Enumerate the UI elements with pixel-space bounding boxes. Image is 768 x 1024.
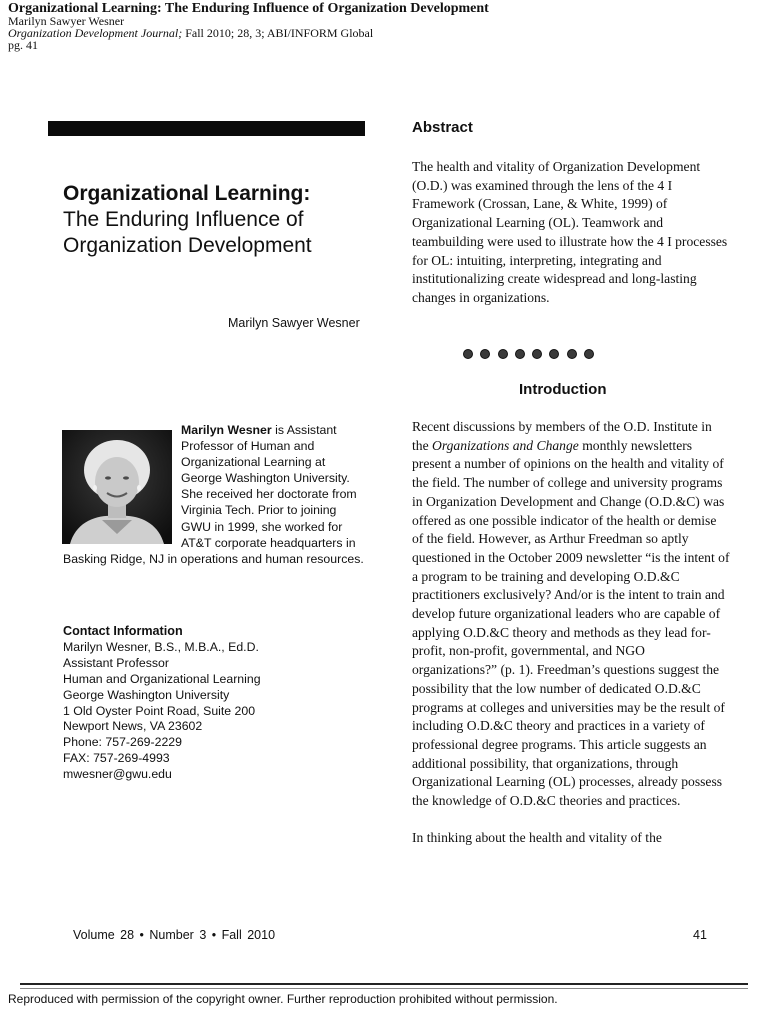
contact-information [63,624,261,783]
intro-text-run: monthly newsletters present a number of opinions on the health and vitality of the field. The number of college and university programs in Organization Development and Change (O.D.&C) was offered as one possible indicator of the health or demise of the field. However, as Arthur Freedman so aptly questioned in the October 2009 newsletter “is the intent of a program to be training and developing O.D.&C practitioners exclusively? And/or is the intent to train and develop future organizational leaders who are capable of applying O.D.&C theory and methods as they lead for-profit, non-profit, governmental, and NGO organizations?” (p. 1). Freedman’s questions suggest the possibility that the low number of dedicated O.D.&C programs at colleges and universities may be the result of including O.D.&C theory and practices in a variety of professional degree programs. This article suggests an additional possibility, that organizations, through Organizational Learning (OL) processes, already possess the knowledge of O.D.&C theories and practices. [412,437,730,809]
footer-rule [20,983,748,985]
journal-name: Organization Development Journal; [8,26,183,40]
abstract-heading: Abstract [412,119,473,136]
article-title-line-3: Organization Development [63,234,312,257]
citation-journal [8,27,373,40]
article-title [63,181,373,259]
bio-text: is Assistant Professor of Human and Organizational Learning at George Washington University. She received her doctorate from Virginia Tech. Prior to joining GWU in 1999, she worked for AT&T corporate headquarters in Basking Ridge, NJ in operations and human resources. [63,423,364,566]
citation-author: Marilyn Sawyer Wesner [8,14,125,28]
article-title-line-2: The Enduring Influence of [63,208,304,231]
introduction-paragraph-1 [412,418,730,811]
contact-heading: Contact Information [63,624,183,638]
separator-dot [498,349,508,359]
introduction-paragraph-2: In thinking about the health and vitality of the [412,830,662,846]
separator-dot [549,349,559,359]
citation-title: Organizational Learning: The Enduring Influence of Organization Development [8,1,489,16]
separator-dot [515,349,525,359]
author-bio [63,422,365,567]
contact-line: Assistant Professor [63,655,169,670]
issue-footer: Volume 28 • Number 3 • Fall 2010 [73,928,276,942]
newsletter-title: Organizations and Change [432,437,579,453]
article-title-line-1: Organizational Learning: [63,182,311,205]
journal-issue-info: Fall 2010; 28, 3; ABI/INFORM Global [182,26,374,40]
introduction-text [412,418,730,848]
footer-rule-thin [20,988,748,989]
separator-dot [532,349,542,359]
separator-dot [480,349,490,359]
citation-page: pg. 41 [8,38,38,52]
photo-space [63,422,181,546]
copyright-notice: Reproduced with permission of the copyright owner. Further reproduction prohibited without permission. [8,992,558,1006]
separator-dot [567,349,577,359]
separator-dot [584,349,594,359]
abstract-text: The health and vitality of Organization Development (O.D.) was examined through the lens of the 4 I Framework (Crossan, Lane, & White, 1999) of Organizational Learning (OL). Teamwork and teambuilding were used to illustrate how the 4 I processes for OL: intuiting, interpreting, integrating and institutionalizing create widespread and long-lasting changes in organizations. [412,159,728,305]
separator-dot [463,349,473,359]
intro-text-run: Recent discussions by members of the O.D. Institute in the [412,419,712,453]
section-separator-dots [463,349,594,359]
decorative-black-bar [48,121,365,136]
contact-line: Phone: 757-269-2229 [63,735,182,750]
introduction-heading: Introduction [519,381,607,398]
author-byline: Marilyn Sawyer Wesner [228,316,360,330]
contact-line: FAX: 757-269-4993 [63,751,170,766]
bio-name: Marilyn Wesner [181,423,272,437]
contact-line: Human and Organizational Learning [63,671,261,686]
contact-line: Newport News, VA 23602 [63,719,203,734]
contact-line: Marilyn Wesner, B.S., M.B.A., Ed.D. [63,639,259,654]
contact-line: George Washington University [63,687,230,702]
contact-email: mwesner@gwu.edu [63,767,172,782]
page-number: 41 [693,928,707,942]
contact-line: 1 Old Oyster Point Road, Suite 200 [63,703,256,718]
